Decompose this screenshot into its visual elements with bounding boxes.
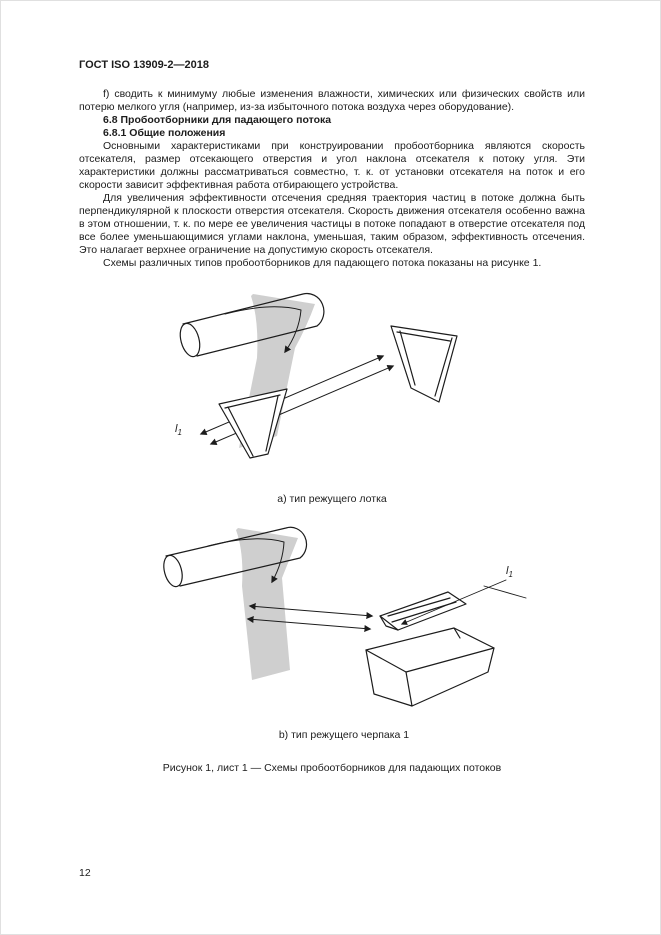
figure-b-caption: b) тип режущего черпака 1 [278,729,410,741]
paragraph-2: Для увеличения эффективности отсечения средняя траектория частиц в потоке должна быть перпендикулярной к плоскости отверстия отсекателя. Скорость движения отсекателя особенно важна в этом отношении, т. к. по мере ее увеличения частицы в потоке попадают в отверстие отсекателя под все более уменьшающимися углами наклона, уменьшая, таким образом, эффективность отсечения. Это налагает верхнее ограничение на допустимую скорость отсекателя. [79,192,585,256]
figure-b [79,522,585,742]
paragraph-3: Схемы различных типов пробоотборников для падающего потока показаны на рисунке 1. [103,257,542,269]
section-heading-6-8: 6.8 Пробоотборники для падающего потока [103,114,332,126]
document-header: ГОСТ ISO 13909-2—2018 [79,59,209,71]
cutting-scoop [380,592,466,630]
document-content [79,59,585,775]
cutter-chute-left [219,389,287,458]
coal-stream [236,528,298,680]
cutter-chute-right [391,326,457,402]
receiving-hopper [366,628,494,706]
figure-a-diagram [167,286,497,484]
figure-1-caption: Рисунок 1, лист 1 — Схемы пробоотборников для падающих потоков [162,762,502,774]
cutter-travel-label-a: $l_1$ [175,423,182,437]
cutter-travel-label-b: $l_1$ [506,565,513,579]
figure-a [79,286,585,506]
paragraph-f: f) сводить к минимуму любые изменения влажности, химических или физических свойств или потерю мелкого угля (например, из-за избыточного потока воздуха через оборудование). [79,88,585,113]
section-heading-6-8-1: 6.8.1 Общие положения [103,127,226,139]
paragraph-1: Основными характеристиками при конструировании пробоотборника являются скорость отсекателя, размер отсекающего отверстия и угол наклона отсекателя к потоку угля. Эти характеристики должны рассматриваться совместно, т. к. от установки отсекателя на поток и его скорости зависит эффективная работа отбирающего устройства. [79,140,585,191]
figure-a-caption: а) тип режущего лотка [277,493,387,505]
cutter-travel-arrows [201,356,393,444]
page-number: 12 [79,867,91,879]
figure-b-diagram [154,522,534,720]
